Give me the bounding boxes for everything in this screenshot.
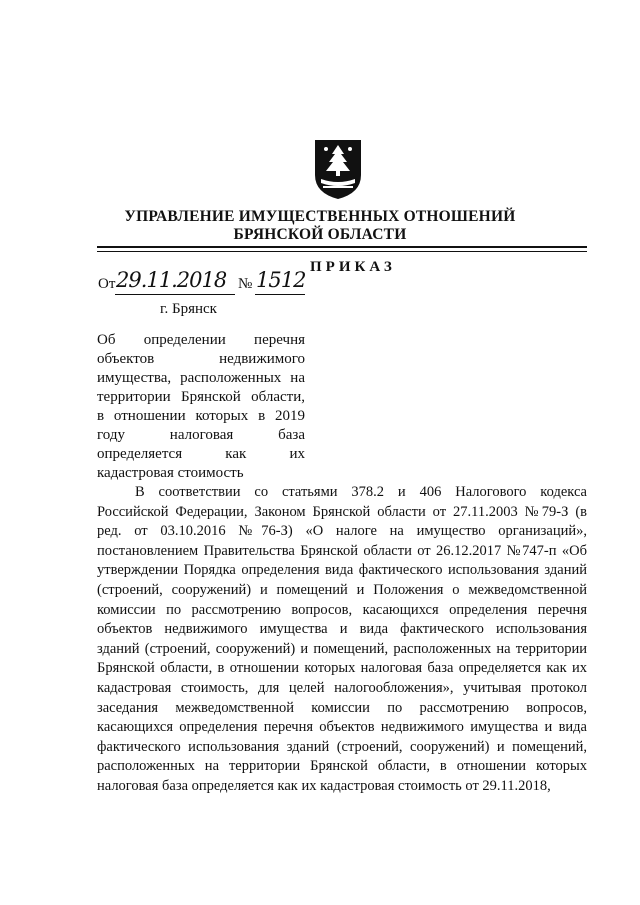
coat-of-arms-icon [311, 137, 365, 201]
date-underline [115, 294, 235, 295]
order-subject [97, 331, 305, 483]
body-line: кадастровая стоимость, для целей налогообложения», учитывая протокол [97, 679, 587, 696]
subject-line: Об определении перечня [97, 332, 305, 348]
handwritten-date: 29.11.2018 [116, 268, 227, 292]
body-line: касающихся определения перечня объектов недвижимого имущества и вида [97, 719, 587, 736]
body-line: (строений, сооружений) и помещений и Положения о межведомственной [97, 581, 587, 598]
body-line: Брянской области, в отношении которых налоговая база определяется как их [97, 660, 587, 677]
subject-line: территории Брянской области, [97, 389, 305, 405]
org-name-line2: БРЯНСКОЙ ОБЛАСТИ [233, 226, 407, 243]
subject-line: кадастровая стоимость [97, 465, 244, 481]
body-line: заседания межведомственной комиссии по рассмотрению вопросов, [97, 699, 587, 716]
subject-line: году налоговая база [97, 427, 305, 443]
handwritten-number: 1512 [256, 268, 306, 292]
number-underline [255, 294, 305, 295]
subject-line: определяется как их [97, 446, 305, 462]
header-divider-thin [97, 251, 587, 252]
subject-line: объектов недвижимого [97, 351, 305, 367]
number-prefix: № [238, 276, 253, 292]
body-line: зданий (строений, сооружений) и помещений, расположенных на территории [97, 640, 587, 657]
subject-line: в отношении которых в 2019 [97, 408, 305, 424]
subject-line: имущества, расположенных на [97, 370, 305, 386]
doc-type-title: ПРИКАЗ [310, 259, 396, 275]
body-line: ред. от 03.10.2016 №76-З) «О налоге на имущество организаций», [97, 523, 587, 540]
body-line: фактического использования зданий (строений, сооружений) и помещений, [97, 738, 587, 755]
org-name-line1: УПРАВЛЕНИЕ ИМУЩЕСТВЕННЫХ ОТНОШЕНИЙ [124, 208, 516, 225]
body-line: расположенных на территории Брянской области, в отношении которых [97, 758, 587, 775]
body-line: объектов недвижимого имущества и вида фактического использования [97, 621, 587, 638]
city: г. Брянск [160, 301, 217, 317]
body-line: Российской Федерации, Законом Брянской области от 27.11.2003 №79-З (в [97, 503, 587, 520]
date-prefix: От [98, 276, 116, 292]
header-divider-thick [97, 246, 587, 248]
body-paragraph [97, 483, 587, 797]
body-line: комиссии по рассмотрению вопросов, касающихся определения перечня [97, 601, 587, 618]
body-line: В соответствии со статьями 378.2 и 406 Налогового кодекса [135, 484, 587, 500]
body-line: утверждении Порядка определения вида фактического использования зданий [97, 562, 587, 579]
body-line: налоговая база определяется как их кадастровая стоимость от 29.11.2018, [97, 777, 551, 794]
body-line: постановлением Правительства Брянской области от 26.12.2017 №747-п «Об [97, 542, 587, 559]
